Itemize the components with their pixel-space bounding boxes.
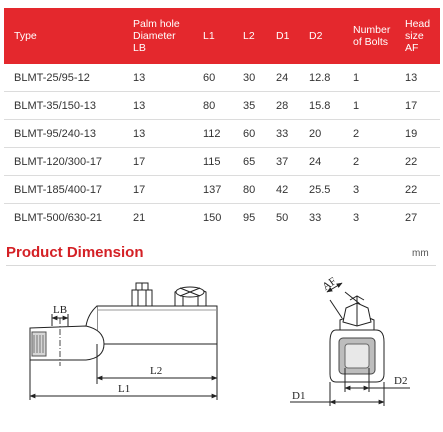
spec-table bbox=[4, 8, 440, 231]
cell-af: 22 bbox=[402, 176, 440, 204]
cell-l2: 80 bbox=[240, 176, 273, 204]
cell-l2: 35 bbox=[240, 92, 273, 120]
section-divider bbox=[6, 265, 436, 266]
dimension-drawing bbox=[0, 270, 443, 430]
label-d1: D1 bbox=[292, 390, 306, 402]
cell-d2: 25.5 bbox=[306, 176, 350, 204]
cell-l1: 112 bbox=[200, 120, 240, 148]
cell-type: BLMT-35/150-13 bbox=[4, 92, 130, 120]
cell-lb: 21 bbox=[133, 211, 146, 224]
cell-bolts: 1 bbox=[350, 64, 402, 92]
cell-l1: 137 bbox=[200, 176, 240, 204]
cell-af: 17 bbox=[402, 92, 440, 120]
section-title: Product Dimension bbox=[6, 244, 144, 261]
cell-lb: 13 bbox=[130, 92, 200, 120]
cell-lb: 13 bbox=[130, 64, 200, 92]
cell-l2: 30 bbox=[240, 64, 273, 92]
cell-d1: 24 bbox=[273, 64, 306, 92]
lug-barrel bbox=[97, 306, 217, 344]
label-d2: D2 bbox=[394, 375, 408, 387]
header-head-size: Head size AF bbox=[402, 8, 440, 64]
cell-bolts: 1 bbox=[350, 92, 402, 120]
header-palm-hole-diameter: Palm hole Diameter LB bbox=[130, 8, 200, 64]
end-view bbox=[290, 283, 410, 406]
table-row bbox=[4, 120, 440, 148]
cell-bolts: 2 bbox=[350, 148, 402, 176]
cell-type: BLMT-120/300-17 bbox=[4, 148, 130, 176]
header-l2: L2 bbox=[240, 8, 273, 64]
cell-d2: 20 bbox=[306, 120, 350, 148]
cell-l2: 60 bbox=[240, 120, 273, 148]
bolt-head-small bbox=[132, 283, 152, 306]
cell-af: 27 bbox=[405, 211, 418, 224]
cell-af: 13 bbox=[402, 64, 440, 92]
cell-type: BLMT-500/630-21 bbox=[14, 211, 103, 224]
cell-type: BLMT-25/95-12 bbox=[4, 64, 130, 92]
cell-bolts: 3 bbox=[353, 211, 360, 224]
cell-d2: 12.8 bbox=[306, 64, 350, 92]
cell-lb: 17 bbox=[130, 148, 200, 176]
cell-af: 19 bbox=[402, 120, 440, 148]
table-row bbox=[4, 204, 440, 232]
table-row bbox=[4, 148, 440, 176]
bolt-head-large bbox=[175, 287, 206, 306]
table-row bbox=[4, 64, 440, 92]
label-af: AF bbox=[320, 275, 339, 294]
cell-type: BLMT-95/240-13 bbox=[4, 120, 130, 148]
cell-l1: 80 bbox=[200, 92, 240, 120]
header-d1: D1 bbox=[273, 8, 306, 64]
header-d2: D2 bbox=[306, 8, 350, 64]
cell-d1: 33 bbox=[273, 120, 306, 148]
header-l1: L1 bbox=[200, 8, 240, 64]
label-l1: L1 bbox=[118, 383, 131, 395]
cell-d2: 15.8 bbox=[306, 92, 350, 120]
cell-d1: 50 bbox=[276, 211, 289, 224]
cell-l1: 60 bbox=[200, 64, 240, 92]
cell-d2: 24 bbox=[306, 148, 350, 176]
label-lb: LB bbox=[53, 304, 68, 316]
header-type: Type bbox=[4, 8, 130, 64]
cell-lb: 17 bbox=[130, 176, 200, 204]
cell-bolts: 3 bbox=[350, 176, 402, 204]
cell-d1: 42 bbox=[273, 176, 306, 204]
cell-bolts: 2 bbox=[350, 120, 402, 148]
cell-type: BLMT-185/400-17 bbox=[4, 176, 130, 204]
cell-af: 22 bbox=[402, 148, 440, 176]
table-header-row bbox=[4, 8, 440, 64]
unit-label: mm bbox=[412, 248, 429, 259]
cell-l2: 95 bbox=[243, 211, 256, 224]
cell-d2: 33 bbox=[309, 211, 322, 224]
label-l2: L2 bbox=[150, 365, 163, 377]
cell-l2: 65 bbox=[240, 148, 273, 176]
cell-l1: 115 bbox=[200, 148, 240, 176]
table-row bbox=[4, 92, 440, 120]
cell-d1: 28 bbox=[273, 92, 306, 120]
table-row bbox=[4, 176, 440, 204]
cell-d1: 37 bbox=[273, 148, 306, 176]
cell-lb: 13 bbox=[130, 120, 200, 148]
cell-l1: 150 bbox=[203, 211, 222, 224]
header-number-of-bolts: Number of Bolts bbox=[350, 8, 402, 64]
